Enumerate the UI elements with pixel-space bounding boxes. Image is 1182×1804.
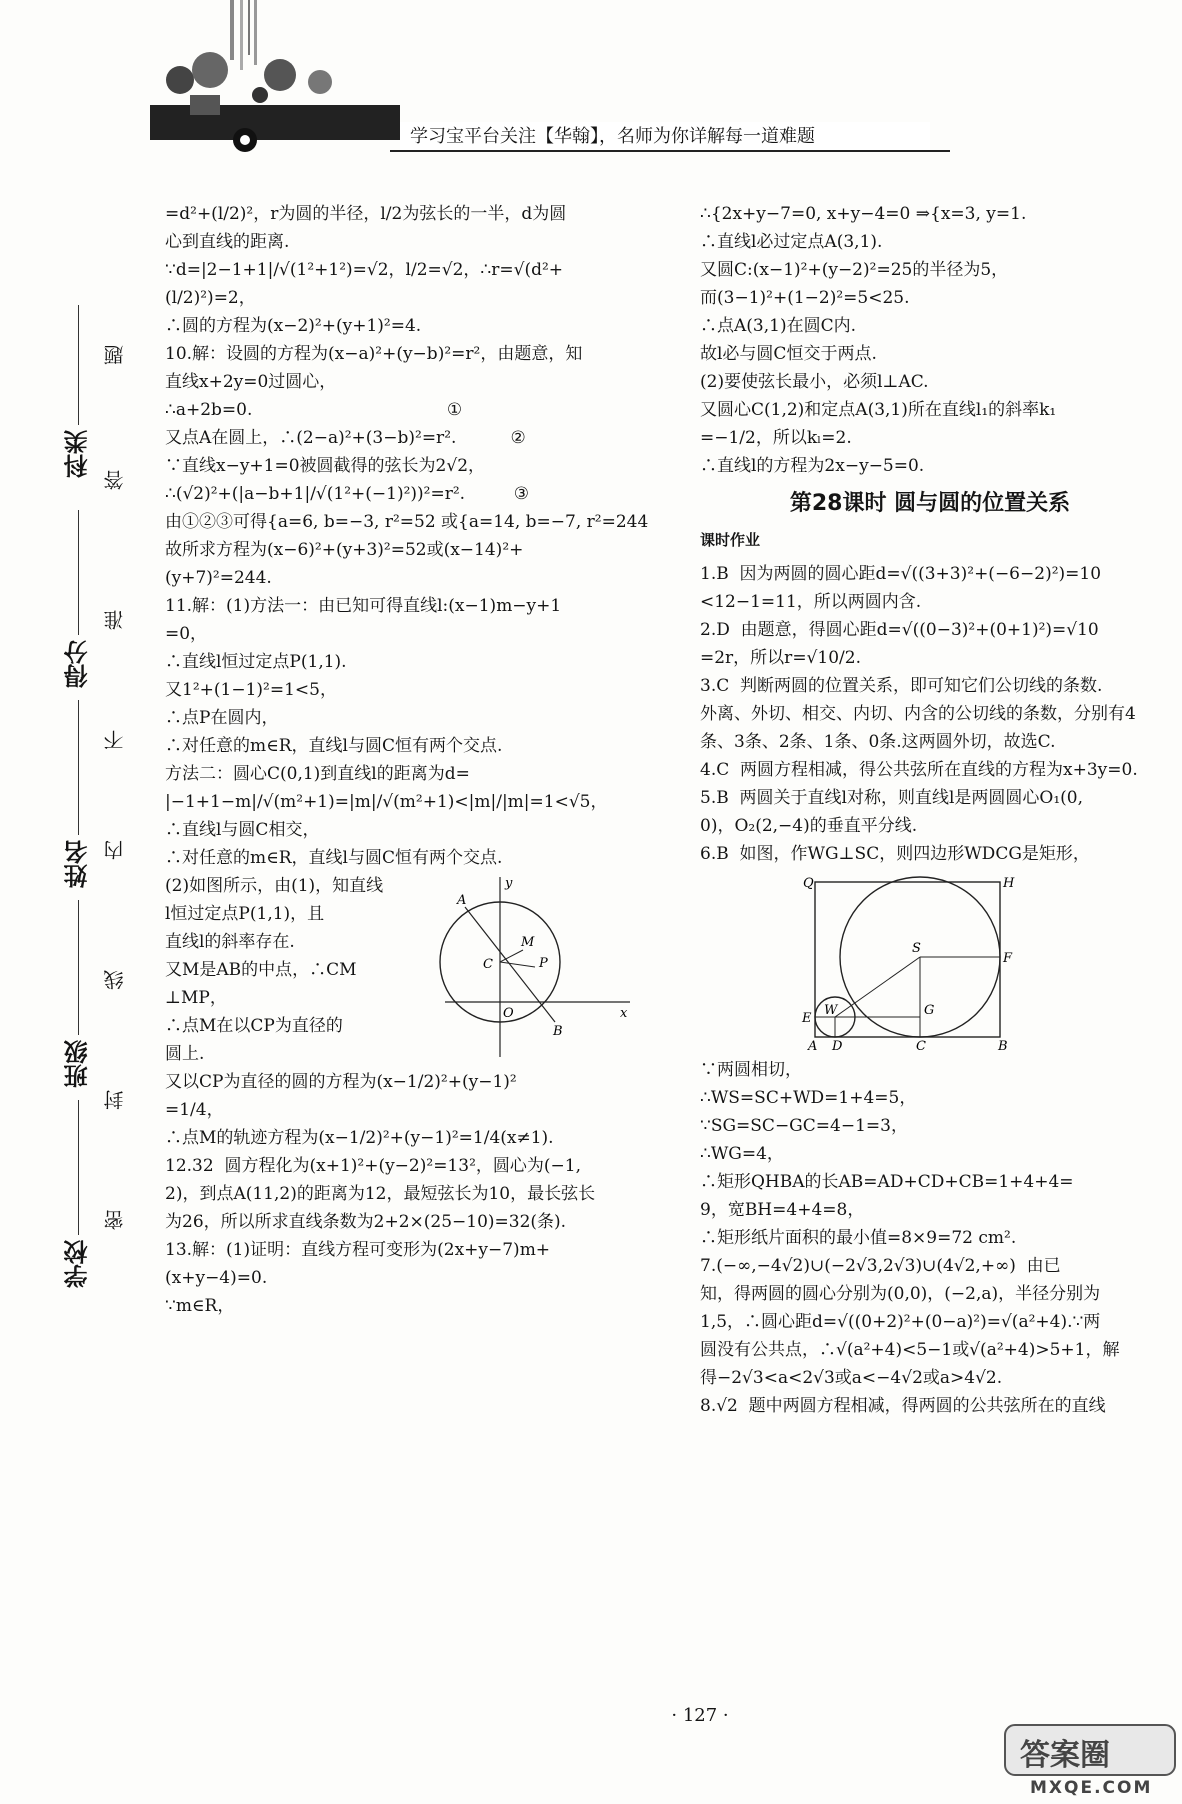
header-rule <box>390 150 950 152</box>
header-slogan: 学习宝平台关注【华翰】，名师为你详解每一道难题 <box>400 122 930 152</box>
text-line: ∴直线l必过定点A(3,1). <box>700 232 883 252</box>
text-line: ∴直线l恒过定点P(1,1). <box>165 652 347 672</box>
text-line: =d²+(l/2)²，r为圆的半径，l/2为弦长的一半，d为圆 <box>165 204 567 224</box>
label-m: M <box>521 935 535 950</box>
text-line: 直线x+2y=0过圆心， <box>165 372 337 392</box>
text-line: ∵两圆相切， <box>700 1060 802 1080</box>
watermark-logo <box>1000 1720 1180 1800</box>
text-line: 10.解：设圆的方程为(x−a)²+(y−b)²=r²，由题意，知 <box>165 344 583 364</box>
side-label-score: 得分 <box>64 640 92 688</box>
text-line: 外离、外切、相交、内切、内含的公切线的条数，分别有4 <box>700 704 1136 724</box>
text-line: 1.B 因为两圆的圆心距d=√((3+3)²+(−6−2)²)=10 <box>700 564 1102 584</box>
left-column <box>165 200 650 1320</box>
label-h: H <box>1003 876 1015 891</box>
label-d: D <box>832 1039 843 1052</box>
text-line: <12−1=11，所以两圆内含. <box>700 592 922 612</box>
label-a: A <box>457 893 467 908</box>
text-line: ∴对任意的m∈R，直线l与圆C恒有两个交点. <box>165 848 503 868</box>
text-line: ∴{2x+y−7=0, x+y−4=0 ⇒{x=3, y=1. <box>700 204 1027 224</box>
side-line <box>78 1100 79 1235</box>
label-b: B <box>553 1024 563 1039</box>
side-line <box>78 700 79 835</box>
label-a: A <box>808 1039 818 1052</box>
text-line: ∵直线x−y+1=0被圆截得的弦长为2√2， <box>165 456 486 476</box>
text-line: 7.(−∞,−4√2)∪(−2√3,2√3)∪(4√2,+∞) 由已 <box>700 1256 1061 1276</box>
text-line: 圆没有公共点，∴√(a²+4)<5−1或√(a²+4)>5+1，解 <box>700 1340 1120 1360</box>
text-line: 又M是AB的中点，∴CM <box>165 960 357 980</box>
side-label-name: 姓名 <box>64 840 92 888</box>
seal-word: 不 <box>103 730 127 750</box>
seal-word: 答 <box>103 470 127 490</box>
text-line: ∵SG=SC−GC=4−1=3， <box>700 1116 908 1136</box>
text-line: =0， <box>165 624 208 644</box>
watermark-line1: 答案圈 <box>1020 1738 1110 1773</box>
text-line: 12.32 圆方程化为(x+1)²+(y−2)²=13²，圆心为(−1, <box>165 1156 581 1176</box>
text-line: ∵d=|2−1+1|/√(1²+1²)=√2，l/2=√2，∴r=√(d²+(l/2)²)=2， <box>165 260 564 308</box>
segment-ws <box>835 957 920 1017</box>
seal-word: 准 <box>103 610 127 630</box>
text-line: ∴WG=4， <box>700 1144 784 1164</box>
label-x: x <box>620 1006 628 1021</box>
text-line: 直线l的斜率存在. <box>165 932 295 952</box>
side-label-class: 班级 <box>64 1040 92 1088</box>
text-line: 8.√2 题中两圆方程相减，得两圆的公共弦所在的直线 <box>700 1396 1106 1416</box>
label-p: P <box>539 956 548 971</box>
text-line: =−1/2，所以kₗ=2. <box>700 428 852 448</box>
text-line: 4.C 两圆方程相减，得公共弦所在直线的方程为x+3y=0. <box>700 760 1138 780</box>
label-c: C <box>483 957 493 972</box>
label-f: F <box>1003 951 1013 966</box>
text-line: ∴直线l的方程为2x−y−5=0. <box>700 456 925 476</box>
segment-cp <box>500 962 535 967</box>
text-line: ∴WS=SC+WD=1+4=5， <box>700 1088 917 1108</box>
seal-word: 线 <box>103 970 127 990</box>
text-line: ∴(√2)²+(|a−b+1|/√(1²+(−1)²))²=r². ③ <box>165 484 529 504</box>
text-line: 心到直线的距离. <box>165 232 290 252</box>
seal-word: 内 <box>103 840 127 860</box>
watermark-line2: MXQE.COM <box>1030 1778 1153 1798</box>
text-line: ∴点P在圆内， <box>165 708 279 728</box>
text-line: 13.解：(1)证明：直线方程可变形为(2x+y−7)m+ <box>165 1240 551 1260</box>
side-line <box>78 510 79 635</box>
label-y: y <box>505 876 513 891</box>
side-label-subject: 科类 <box>64 430 92 478</box>
text-line: 5.B 两圆关于直线l对称，则直线l是两圆圆心O₁(0, <box>700 788 1083 808</box>
text-line: 3.C 判断两圆的位置关系，即可知它们公切线的条数. <box>700 676 1103 696</box>
text-line: 而(3−1)²+(1−2)²=5<25. <box>700 288 910 308</box>
rectangle-qhba <box>815 882 1000 1037</box>
text-line: 条、3条、2条、1条、0条.这两圆外切，故选C. <box>700 732 1056 752</box>
section-title: 第28课时 圆与圆的位置关系 <box>789 491 1071 516</box>
text-line: (y+7)²=244. <box>165 568 272 588</box>
text-line: 1,5，∴圆心距d=√((0+2)²+(0−a)²)=√(a²+4).∵两 <box>700 1312 1101 1332</box>
text-line: l恒过定点P(1,1)，且 <box>165 904 325 924</box>
text-line: ∴点M的轨迹方程为(x−1/2)²+(y−1)²=1/4(x≠1). <box>165 1128 554 1148</box>
subsection-title: 课时作业 <box>700 531 761 549</box>
text-line: ∴矩形QHBA的长AB=AD+CD+CB=1+4+4= <box>700 1172 1074 1192</box>
text-line: (2)要使弦长最小，必须l⊥AC. <box>700 372 929 392</box>
text-line: (x+y−4)=0. <box>165 1268 268 1288</box>
figure-section-11 <box>165 872 650 1068</box>
text-line: =2r，所以r=√10/2. <box>700 648 861 668</box>
label-e: E <box>802 1011 812 1026</box>
side-binding-margin <box>0 190 130 1590</box>
text-line: =1/4， <box>165 1100 224 1120</box>
text-line: ∵m∈R， <box>165 1296 235 1316</box>
text-line: 又以CP为直径的圆的方程为(x−1/2)²+(y−1)² <box>165 1072 517 1092</box>
seal-word: 题 <box>103 345 127 365</box>
side-line <box>78 900 79 1035</box>
header-banner-decoration <box>150 0 400 160</box>
text-line: 圆上. <box>165 1044 205 1064</box>
figure-circle-chord <box>435 872 635 1062</box>
text-line: 又圆心C(1,2)和定点A(3,1)所在直线l₁的斜率k₁ <box>700 400 1057 420</box>
text-line: 又1²+(1−1)²=1<5， <box>165 680 337 700</box>
text-line: 0)，O₂(2,−4)的垂直平分线. <box>700 816 918 836</box>
text-line: 2)，到点A(11,2)的距离为12，最短弦长为10，最长弦长 <box>165 1184 596 1204</box>
text-line: 又点A在圆上，∴(2−a)²+(3−b)²=r². ② <box>165 428 526 448</box>
page-number: · 127 · <box>671 1705 729 1726</box>
text-line: 2.D 由题意，得圆心距d=√((0−3)²+(0+1)²)=√10 <box>700 620 1099 640</box>
text-line: |−1+1−m|/√(m²+1)=|m|/√(m²+1)<|m|/|m|=1<√5， <box>165 792 608 812</box>
label-g: G <box>924 1003 935 1018</box>
text-line: 又圆C:(x−1)²+(y−2)²=25的半径为5， <box>700 260 1009 280</box>
text-line: 9，宽BH=4+4=8， <box>700 1200 865 1220</box>
text-line: ⊥MP， <box>165 988 227 1008</box>
right-column <box>700 200 1160 1420</box>
label-o: O <box>503 1006 514 1021</box>
text-line: 得−2√3<a<2√3或a<−4√2或a>4√2. <box>700 1368 1003 1388</box>
label-q: Q <box>803 876 814 891</box>
text-line: 6.B 如图，作WG⊥SC，则四边形WDCG是矩形， <box>700 844 1090 864</box>
text-line: ∴圆的方程为(x−2)²+(y+1)²=4. <box>165 316 422 336</box>
text-line: ∴a+2b=0. ① <box>165 400 463 420</box>
label-w: W <box>824 1003 838 1018</box>
label-s: S <box>912 941 921 956</box>
side-line <box>78 305 79 425</box>
text-line: ∴点A(3,1)在圆C内. <box>700 316 856 336</box>
seal-word: 密 <box>103 1210 127 1230</box>
text-line: 11.解：(1)方法一：由已知可得直线l:(x−1)m−y+1 <box>165 596 562 616</box>
text-line: 为26，所以所求直线条数为2+2×(25−10)=32(条). <box>165 1212 567 1232</box>
label-c: C <box>916 1039 926 1052</box>
text-line: ∴矩形纸片面积的最小值=8×9=72 cm². <box>700 1228 1017 1248</box>
text-line: ∴点M在以CP为直径的 <box>165 1016 343 1036</box>
text-line: (2)如图所示，由(1)，知直线 <box>165 876 384 896</box>
text-line: ∴直线l与圆C相交， <box>165 820 320 840</box>
text-line: 故l必与圆C恒交于两点. <box>700 344 877 364</box>
side-label-school: 学校 <box>64 1240 92 1288</box>
text-line: 由①②③可得{a=6, b=−3, r²=52 或{a=14, b=−7, r²=244 <box>165 512 649 532</box>
text-line: ∴对任意的m∈R，直线l与圆C恒有两个交点. <box>165 736 503 756</box>
seal-word: 封 <box>103 1090 127 1110</box>
label-b: B <box>998 1039 1008 1052</box>
text-line: 方法二：圆心C(0,1)到直线l的距离为d= <box>165 764 470 784</box>
figure-rectangle-circles <box>800 872 1030 1052</box>
text-line: 知，得两圆的圆心分别为(0,0)，(−2,a)，半径分别为 <box>700 1284 1101 1304</box>
text-line: 故所求方程为(x−6)²+(y+3)²=52或(x−14)²+ <box>165 540 524 560</box>
